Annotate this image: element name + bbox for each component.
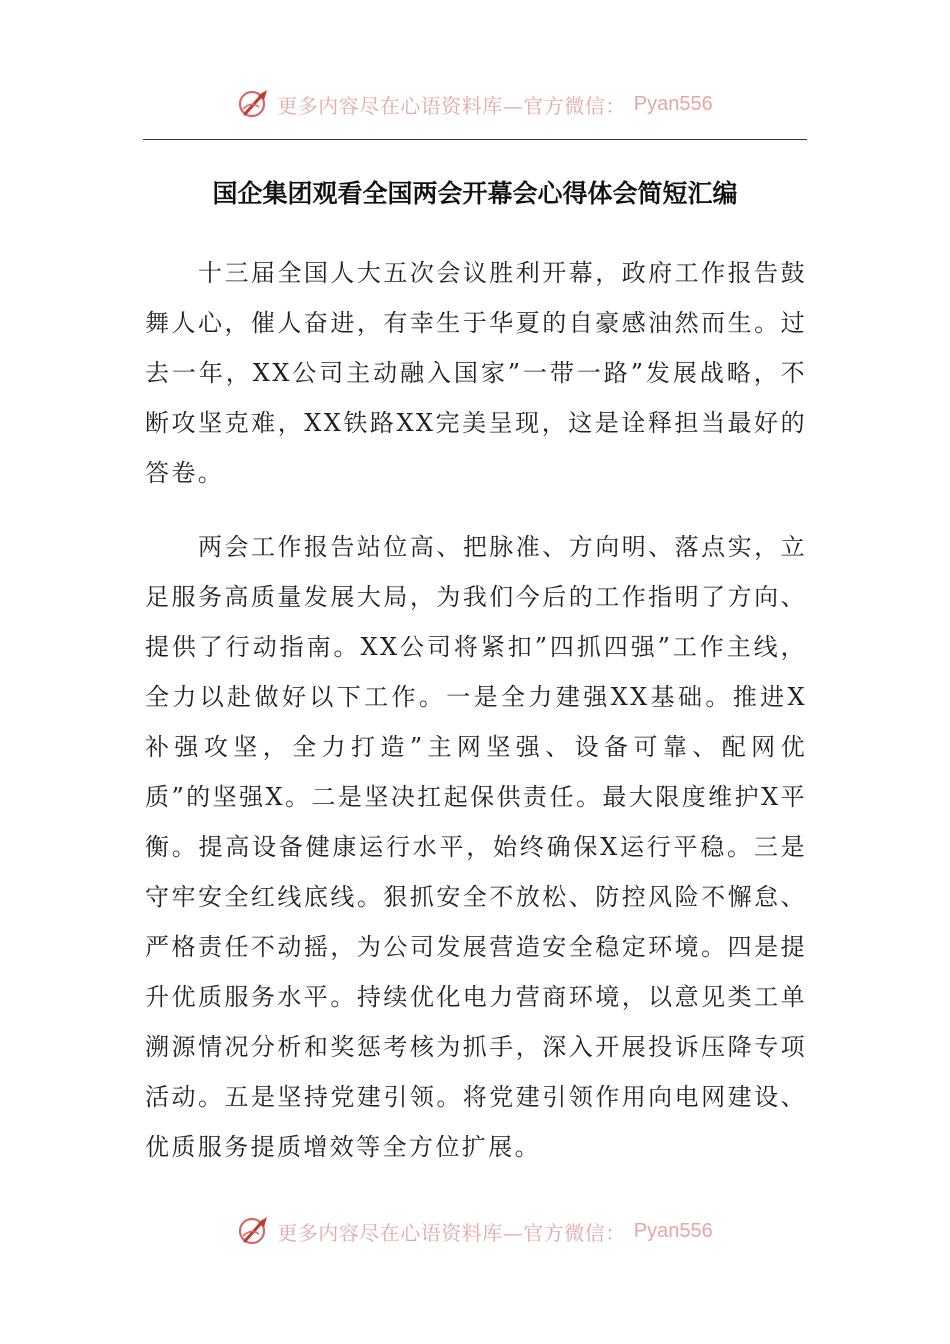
header-divider [143,139,807,140]
footer-watermark [0,1211,950,1251]
pen-nib-logo-icon [237,87,271,121]
watermark-wechat-id: Pyan556 [633,92,713,115]
paragraph-1: 十三届全国人大五次会议胜利开幕，政府工作报告鼓舞人心，催人奋进，有幸生于华夏的自豪感油然而生。过去一年，XX公司主动融入国家”一带一路”发展战略，不断攻坚克难，XX铁路XX完美呈现，这是诠释担当最好的答卷。 [145,259,807,487]
document-title: 国企集团观看全国两会开幕会心得体会简短汇编 [212,179,738,208]
header-watermark [0,84,950,124]
paragraph-2: 两会工作报告站位高、把脉准、方向明、落点实，立足服务高质量发展大局，为我们今后的工作指明了方向、提供了行动指南。XX公司将紧扣”四抓四强”工作主线，全力以赴做好以下工作。一是全力建强XX基础。推进X补强攻坚，全力打造”主网坚强、设备可靠、配网优质”的坚强X。二是坚决扛起保供责任。最大限度维护X平衡。提高设备健康运行水平，始终确保X运行平稳。三是守牢安全红线底线。狠抓安全不放松、防控风险不懈怠、严格责任不动摇，为公司发展营造安全稳定环境。四是提升优质服务水平。持续优化电力营商环境，以意见类工单溯源情况分析和奖惩考核为抓手，深入开展投诉压降专项活动。五是坚持党建引领。将党建引领作用向电网建设、优质服务提质增效等全方位扩展。 [145,533,807,1161]
watermark-text: 更多内容尽在心语资料库—官方微信： [277,93,626,118]
watermark-text: 更多内容尽在心语资料库—官方微信： [277,1220,626,1245]
pen-nib-logo-icon [237,1214,271,1248]
watermark-wechat-id: Pyan556 [633,1219,713,1242]
